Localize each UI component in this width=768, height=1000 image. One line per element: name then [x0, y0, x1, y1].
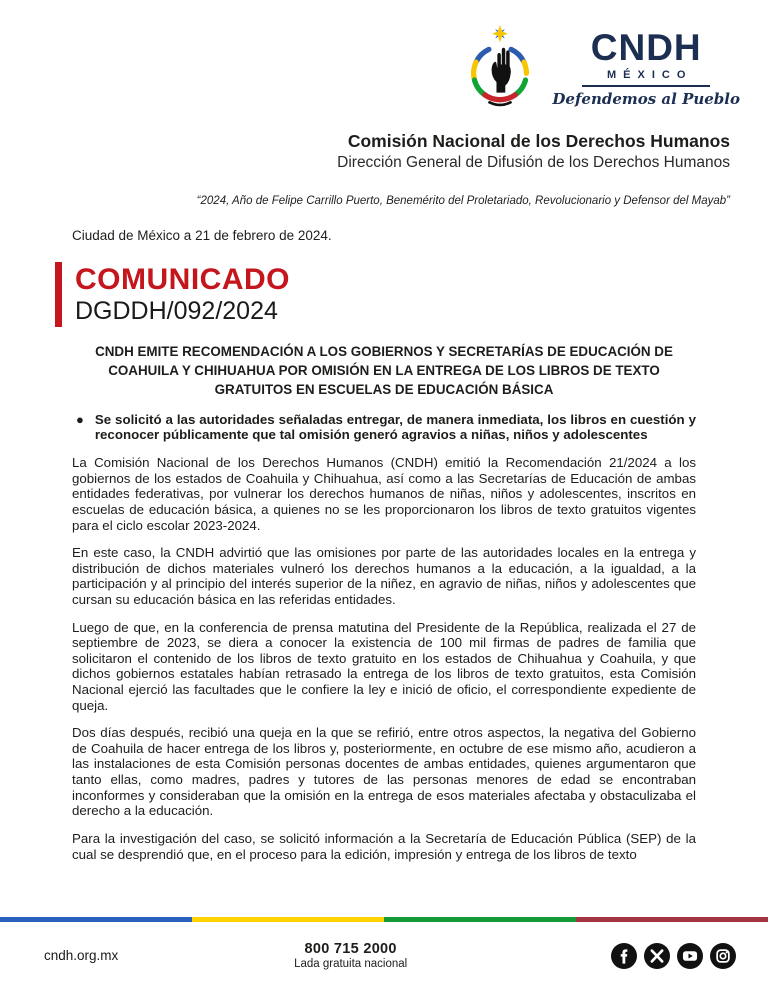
bullet-icon: ● — [76, 411, 84, 427]
social-links — [611, 943, 736, 969]
phone-number: 800 715 2000 — [304, 941, 397, 957]
cndh-logo — [456, 24, 740, 112]
bar-segment-green — [384, 917, 576, 922]
dateline: Ciudad de México a 21 de febrero de 2024. — [72, 228, 332, 244]
bar-segment-blue — [0, 917, 192, 922]
comunicado-kicker: COMUNICADO — [75, 263, 290, 297]
paragraph-2: En este caso, la CNDH advirtió que las omisiones por parte de las autoridades locales en la entrega y distribución de dichos materiales vulneró los derechos humanos a la educación, a la igualdad, a la participación y al principio del interés superior de la niñez, en agravio de niñas, niños y adolescentes que cursan su educación básica en las referidas entidades. — [72, 545, 696, 607]
paragraph-4: Dos días después, recibió una queja en la que se refirió, entre otros aspectos, la negativa del Gobierno de Coahuila de hacer entrega de los libros y, posteriormente, en octubre de ese mismo año, acudieron a las instalaciones de esta Comisión personas docentes de ambas entidades, quienes argumentaron que tanto ellas, como madres, padres y tutores de las personas menores de edad se encontraban inconformes y consideraban que la omisión en la entrega de esos materiales afectaba y obstaculizaba el derecho a la educación. — [72, 725, 696, 819]
department-name: Dirección General de Difusión de los Derechos Humanos — [337, 154, 730, 172]
key-point — [72, 412, 696, 443]
youtube-icon[interactable] — [677, 943, 703, 969]
logo-country: MÉXICO — [607, 68, 693, 81]
bar-segment-red — [576, 917, 768, 922]
organization-name: Comisión Nacional de los Derechos Humanos — [347, 131, 730, 151]
paragraph-5: Para la investigación del caso, se solicitó información a la Secretaría de Educación Pública (SEP) de la cual se desprendió que, en el proceso para la edición, impresión y entrega de los libros de texto — [72, 830, 696, 862]
footer-color-bar — [0, 917, 768, 922]
masthead — [0, 0, 768, 243]
year-legend: “2024, Año de Felipe Carrillo Puerto, Benemérito del Proletariado, Revolucionario y Defensor del Mayab” — [196, 195, 730, 208]
x-icon[interactable] — [644, 943, 670, 969]
key-point-text: Se solicitó a las autoridades señaladas entregar, de manera inmediata, los libros en cuestión y reconocer públicamente que tal omisión generó agravios a niñas, niños y adolescentes — [94, 411, 696, 443]
paragraph-1: La Comisión Nacional de los Derechos Humanos (CNDH) emitió la Recomendación 21/2024 a los gobiernos de los estados de Coahuila y Chihuahua, así como a las Secretarías de Educación de ambas entidades federativas, por vulnerar los derechos humanos de niñas, niños y adolescentes, inscritos en escuelas de educación básica, a quienes no se les proporcionaron los libros de texto gratuitos vigentes para el ciclo escolar 2023-2024. — [72, 455, 696, 533]
phone-block — [294, 941, 407, 970]
instagram-icon[interactable] — [710, 943, 736, 969]
paragraph-3: Luego de que, en la conferencia de prensa matutina del Presidente de la República, realizada el 27 de septiembre de 2023, se diera a conocer la existencia de 100 mil firmas de padres de familia que solicitaron el contenido de los libros de texto gratuito en los estados de Chihuahua y Coahuila, y que dichos gobiernos estatales habían retrasado la entrega de los libros de texto gratuitos, esta Comisión Nacional ejerció las facultades que le confiere la ley e inició de oficio, el correspondiente expediente de queja. — [72, 619, 696, 713]
page-footer — [0, 917, 768, 1000]
logo-rule — [582, 85, 710, 87]
website-link[interactable]: cndh.org.mx — [44, 948, 119, 963]
release-identifier — [55, 262, 768, 326]
logo-motto: Defendemos al Pueblo — [552, 89, 740, 108]
release-number: DGDDH/092/2024 — [75, 296, 278, 325]
logo-acronym: CNDH — [590, 26, 702, 68]
headline: CNDH EMITE RECOMENDACIÓN A LOS GOBIERNOS Y SECRETARÍAS DE EDUCACIÓN DE COAHUILA Y CHIHUAHUA POR OMISIÓN EN LA ENTREGA DE LOS LIBROS DE TEXTO GRATUITOS EN ESCUELAS DE EDUCACIÓN BÁSICA — [95, 343, 673, 397]
release-body — [0, 342, 768, 862]
facebook-icon[interactable] — [611, 943, 637, 969]
bar-segment-yellow — [192, 917, 384, 922]
phone-caption: Lada gratuita nacional — [294, 958, 408, 970]
cndh-emblem-icon — [456, 24, 544, 112]
